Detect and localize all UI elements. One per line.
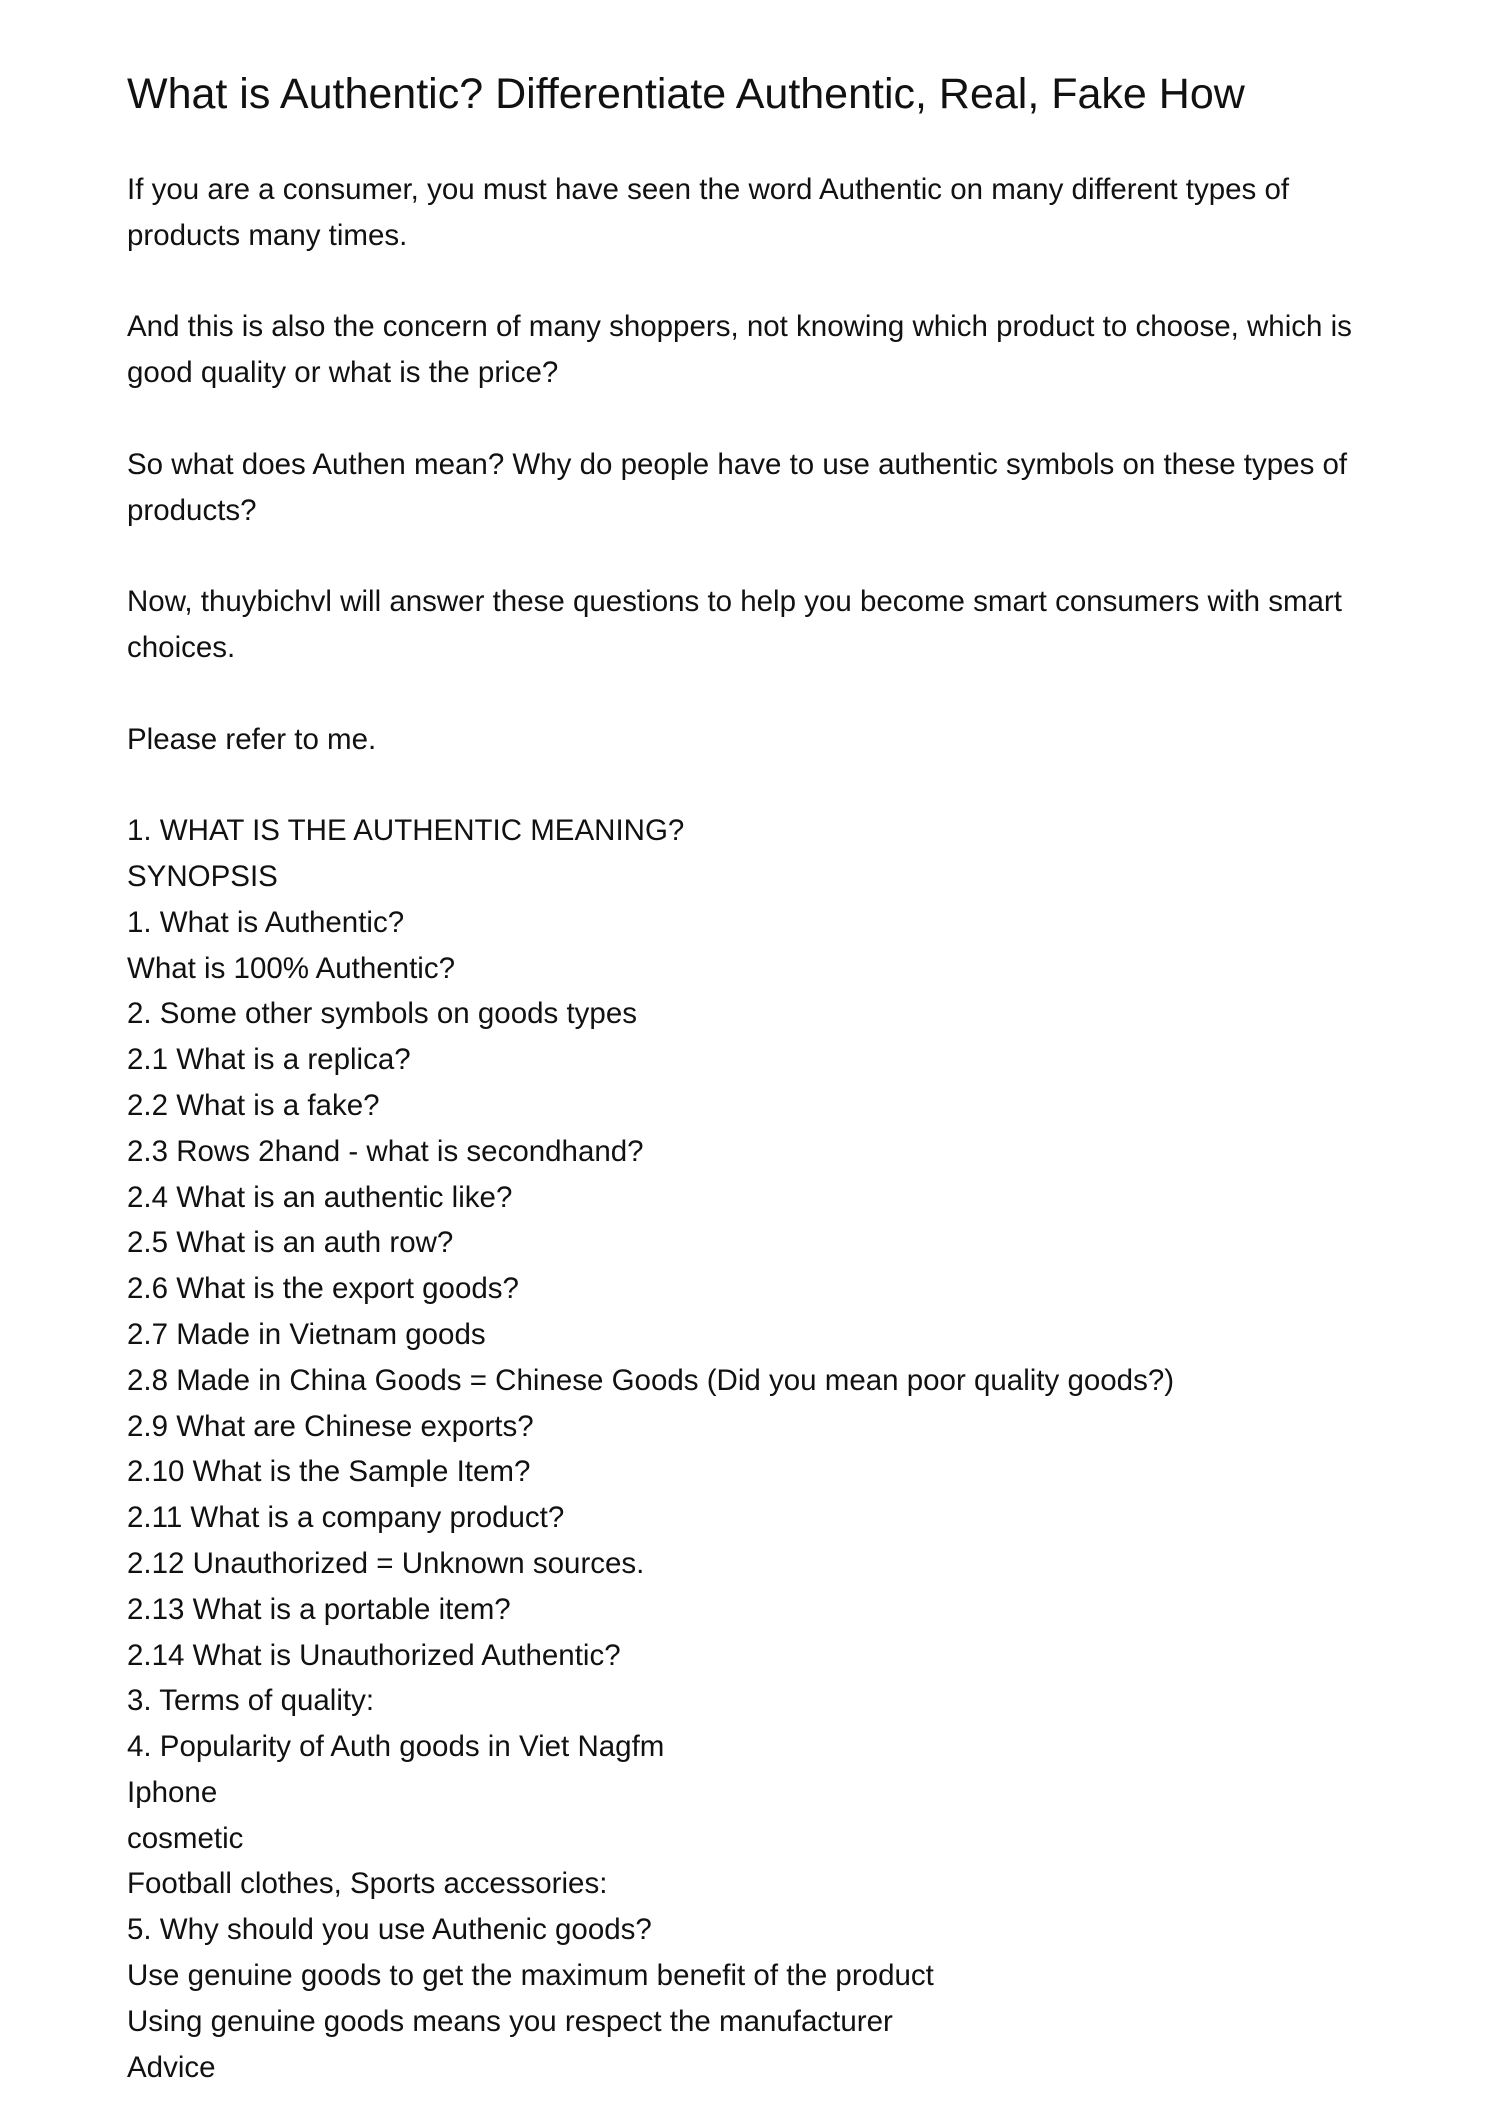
toc-line: Football clothes, Sports accessories:: [127, 1867, 608, 1901]
intro-paragraph-answer: Now, thuybichvl will answer these questions to help you become smart consumers with smart choices.: [127, 585, 1342, 664]
toc-line: cosmetic: [127, 1821, 244, 1855]
toc-line: 2.4 What is an authentic like?: [127, 1180, 513, 1214]
table-of-contents: [127, 808, 1397, 2090]
toc-line: 2.14 What is Unauthorized Authentic?: [127, 1638, 621, 1672]
toc-line: Advice: [127, 2050, 216, 2084]
toc-line: Iphone: [127, 1775, 218, 1809]
toc-line: 2.9 What are Chinese exports?: [127, 1409, 534, 1443]
page-title: What is Authentic? Differentiate Authentic, Real, Fake How: [127, 70, 1245, 118]
toc-line: 1. What is Authentic?: [127, 905, 405, 939]
toc-line: 4. Popularity of Auth goods in Viet Nagfm: [127, 1730, 665, 1764]
toc-line: 2. Some other symbols on goods types: [127, 997, 637, 1031]
document-body: [127, 167, 1397, 2090]
toc-line: 3. Terms of quality:: [127, 1684, 375, 1718]
toc-line: Use genuine goods to get the maximum benefit of the product: [127, 1959, 934, 1993]
toc-line: 2.5 What is an auth row?: [127, 1226, 454, 1260]
intro-paragraph-consumer: If you are a consumer, you must have seen the word Authentic on many different types of products many times.: [127, 173, 1290, 252]
toc-line: 2.8 Made in China Goods = Chinese Goods (Did you mean poor quality goods?): [127, 1363, 1175, 1397]
toc-line: 2.10 What is the Sample Item?: [127, 1455, 531, 1489]
intro-paragraph-refer: Please refer to me.: [127, 722, 377, 756]
toc-line: 2.13 What is a portable item?: [127, 1592, 511, 1626]
intro-paragraph-concern: And this is also the concern of many shoppers, not knowing which product to choose, which is good quality or what is the price?: [127, 310, 1352, 390]
toc-line: Using genuine goods means you respect the manufacturer: [127, 2004, 893, 2038]
toc-line: 2.12 Unauthorized = Unknown sources.: [127, 1546, 645, 1580]
toc-line: 2.3 Rows 2hand - what is secondhand?: [127, 1134, 644, 1168]
toc-line: 2.11 What is a company product?: [127, 1501, 565, 1535]
toc-line: What is 100% Authentic?: [127, 951, 455, 985]
toc-line: 5. Why should you use Authenic goods?: [127, 1913, 652, 1947]
toc-line: SYNOPSIS: [127, 859, 278, 893]
toc-line: 2.2 What is a fake?: [127, 1088, 380, 1122]
toc-line: 2.6 What is the export goods?: [127, 1272, 519, 1306]
toc-line: 2.1 What is a replica?: [127, 1043, 411, 1077]
toc-line: 2.7 Made in Vietnam goods: [127, 1317, 486, 1351]
intro-paragraph-question: So what does Authen mean? Why do people have to use authentic symbols on these types of products?: [127, 447, 1348, 527]
toc-line: 1. WHAT IS THE AUTHENTIC MEANING?: [127, 814, 685, 848]
